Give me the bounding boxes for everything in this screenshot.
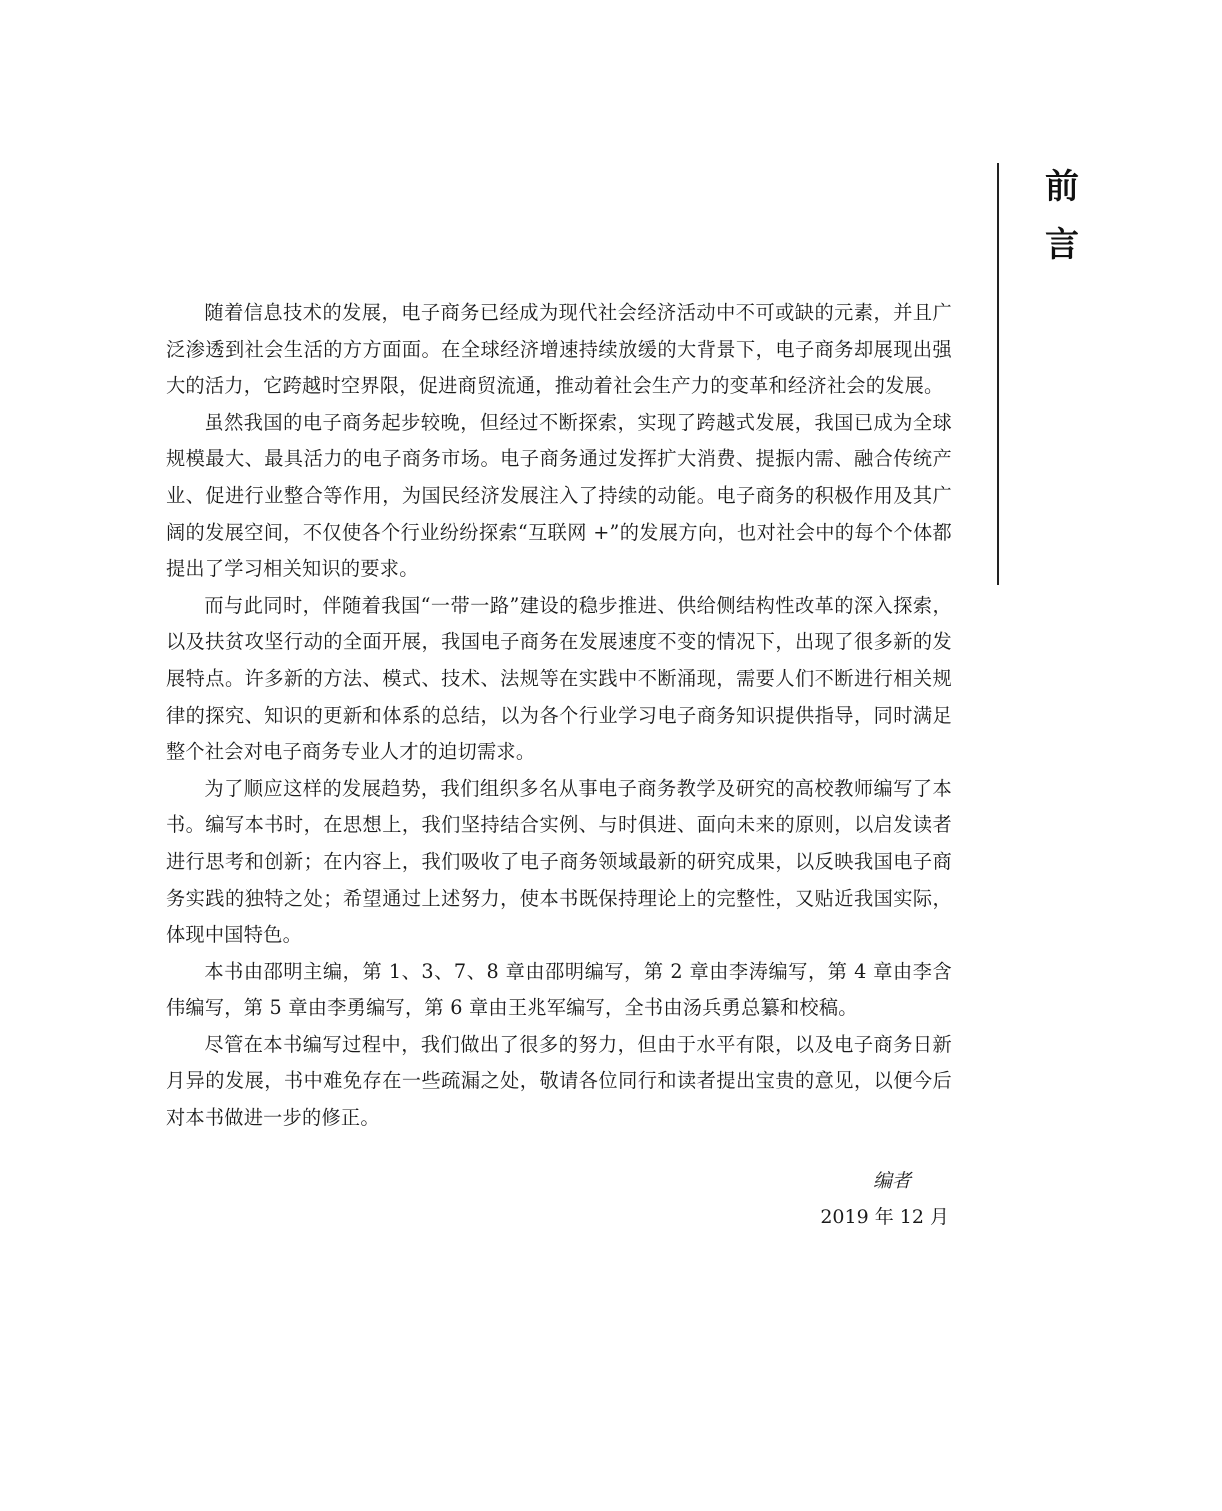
page-title-char-2: 言	[1045, 225, 1079, 265]
paragraph-3: 而与此同时，伴随着我国“一带一路”建设的稳步推进、供给侧结构性改革的深入探索，以及扶贫攻坚行动的全面开展，我国电子商务在发展速度不变的情况下，出现了很多新的发展特点。许多新的方法、模式、技术、法规等在实践中不断涌现，需要人们不断进行相关规律的探究、知识的更新和体系的总结，以为各个行业学习电子商务知识提供指导，同时满足整个社会对电子商务专业人才的迫切需求。	[166, 593, 952, 764]
page-title-char-1: 前	[1045, 167, 1079, 207]
signature-block	[820, 1163, 949, 1235]
vertical-divider	[997, 163, 999, 585]
preface-body	[166, 295, 952, 1137]
page-title	[1030, 158, 1094, 274]
paragraph-5: 本书由邵明主编，第 1、3、7、8 章由邵明编写，第 2 章由李涛编写，第 4 章由李含伟编写，第 5 章由李勇编写，第 6 章由王兆军编写，全书由汤兵勇总纂和校稿。	[166, 959, 952, 1020]
paragraph-2: 虽然我国的电子商务起步较晚，但经过不断探索，实现了跨越式发展，我国已成为全球规模最大、最具活力的电子商务市场。电子商务通过发挥扩大消费、提振内需、融合传统产业、促进行业整合等作用，为国民经济发展注入了持续的动能。电子商务的积极作用及其广阔的发展空间，不仅使各个行业纷纷探索“互联网 +”的发展方向，也对社会中的每个个体都提出了学习相关知识的要求。	[166, 410, 952, 581]
paragraph-1: 随着信息技术的发展，电子商务已经成为现代社会经济活动中不可或缺的元素，并且广泛渗透到社会生活的方方面面。在全球经济增速持续放缓的大背景下，电子商务却展现出强大的活力，它跨越时空界限，促进商贸流通，推动着社会生产力的变革和经济社会的发展。	[166, 301, 952, 398]
paragraph-6: 尽管在本书编写过程中，我们做出了很多的努力，但由于水平有限，以及电子商务日新月异的发展，书中难免存在一些疏漏之处，敬请各位同行和读者提出宝贵的意见，以便今后对本书做进一步的修正。	[166, 1032, 952, 1130]
paragraph-4: 为了顺应这样的发展趋势，我们组织多名从事电子商务教学及研究的高校教师编写了本书。编写本书时，在思想上，我们坚持结合实例、与时俱进、面向未来的原则，以启发读者进行思考和创新；在内容上，我们吸收了电子商务领域最新的研究成果，以反映我国电子商务实践的独特之处；希望通过上述努力，使本书既保持理论上的完整性，又贴近我国实际，体现中国特色。	[166, 776, 952, 947]
signature-date: 2019 年 12 月	[820, 1206, 949, 1228]
signature-author: 编者	[872, 1170, 911, 1192]
